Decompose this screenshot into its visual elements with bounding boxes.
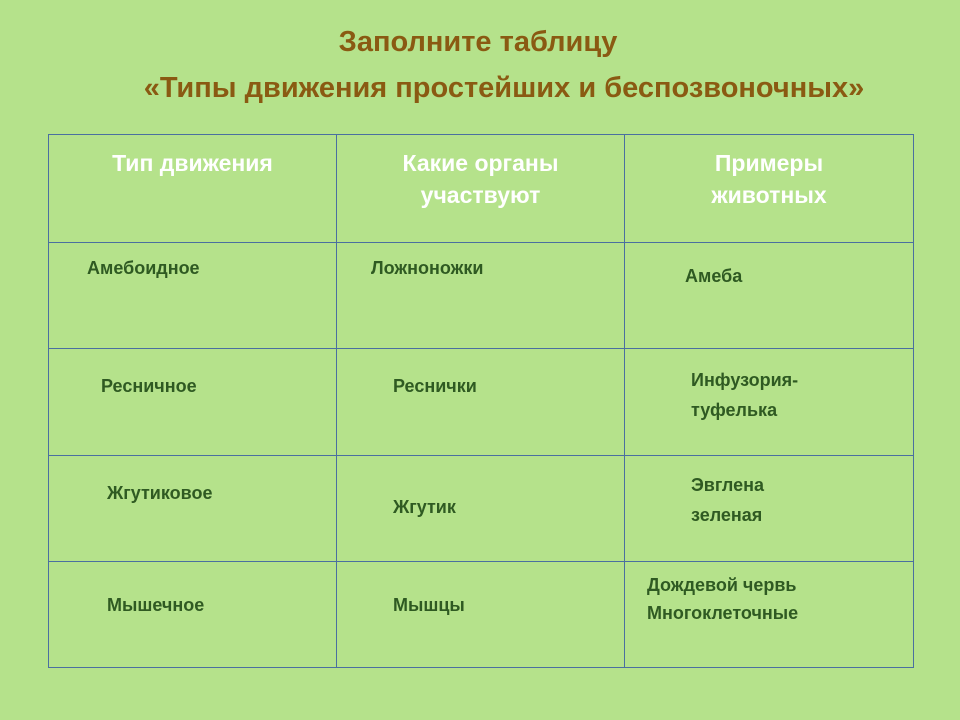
table-row: [49, 455, 914, 561]
organs-text: Мышцы: [393, 594, 465, 615]
table-row: [49, 243, 914, 349]
table-cell: [625, 455, 914, 561]
organs-text: Жгутик: [393, 496, 456, 517]
examples-text: Инфузория-: [691, 370, 799, 391]
slide-title: Заполните таблицу: [338, 26, 618, 58]
header-movement-type: Тип движения: [49, 135, 337, 243]
movement-type-text: Ресничное: [101, 376, 197, 397]
movement-types-table: [48, 134, 914, 668]
header-examples: Примеры животных: [625, 135, 914, 243]
table-cell: [625, 349, 914, 455]
table-cell: [49, 561, 337, 667]
movement-type-text: Жгутиковое: [107, 482, 213, 503]
organs-text: Ложноножки: [371, 258, 484, 279]
table-cell: [337, 561, 625, 667]
table-cell: [337, 243, 625, 349]
examples-text: зеленая: [691, 504, 763, 525]
table-row: [49, 561, 914, 667]
examples-text: Эвглена: [691, 474, 765, 495]
examples-text: Амеба: [685, 266, 743, 287]
table-cell: [49, 455, 337, 561]
movement-type-text: Амебоидное: [87, 258, 200, 279]
organs-text: Реснички: [393, 376, 477, 397]
table-cell: [49, 243, 337, 349]
header-organs: Какие органы участвуют: [337, 135, 625, 243]
table-cell: [337, 455, 625, 561]
examples-text: Дождевой червь: [647, 574, 797, 595]
table-cell: [49, 349, 337, 455]
slide-subtitle: «Типы движения простейших и беспозвоночных»: [143, 72, 865, 104]
examples-text: туфелька: [691, 400, 778, 421]
movement-type-text: Мышечное: [107, 594, 205, 615]
table-cell: [625, 561, 914, 667]
table-cell: [625, 243, 914, 349]
examples-text: Многоклеточные: [647, 602, 799, 623]
table-header-row: [49, 135, 914, 243]
table-cell: [337, 349, 625, 455]
table-row: [49, 349, 914, 455]
